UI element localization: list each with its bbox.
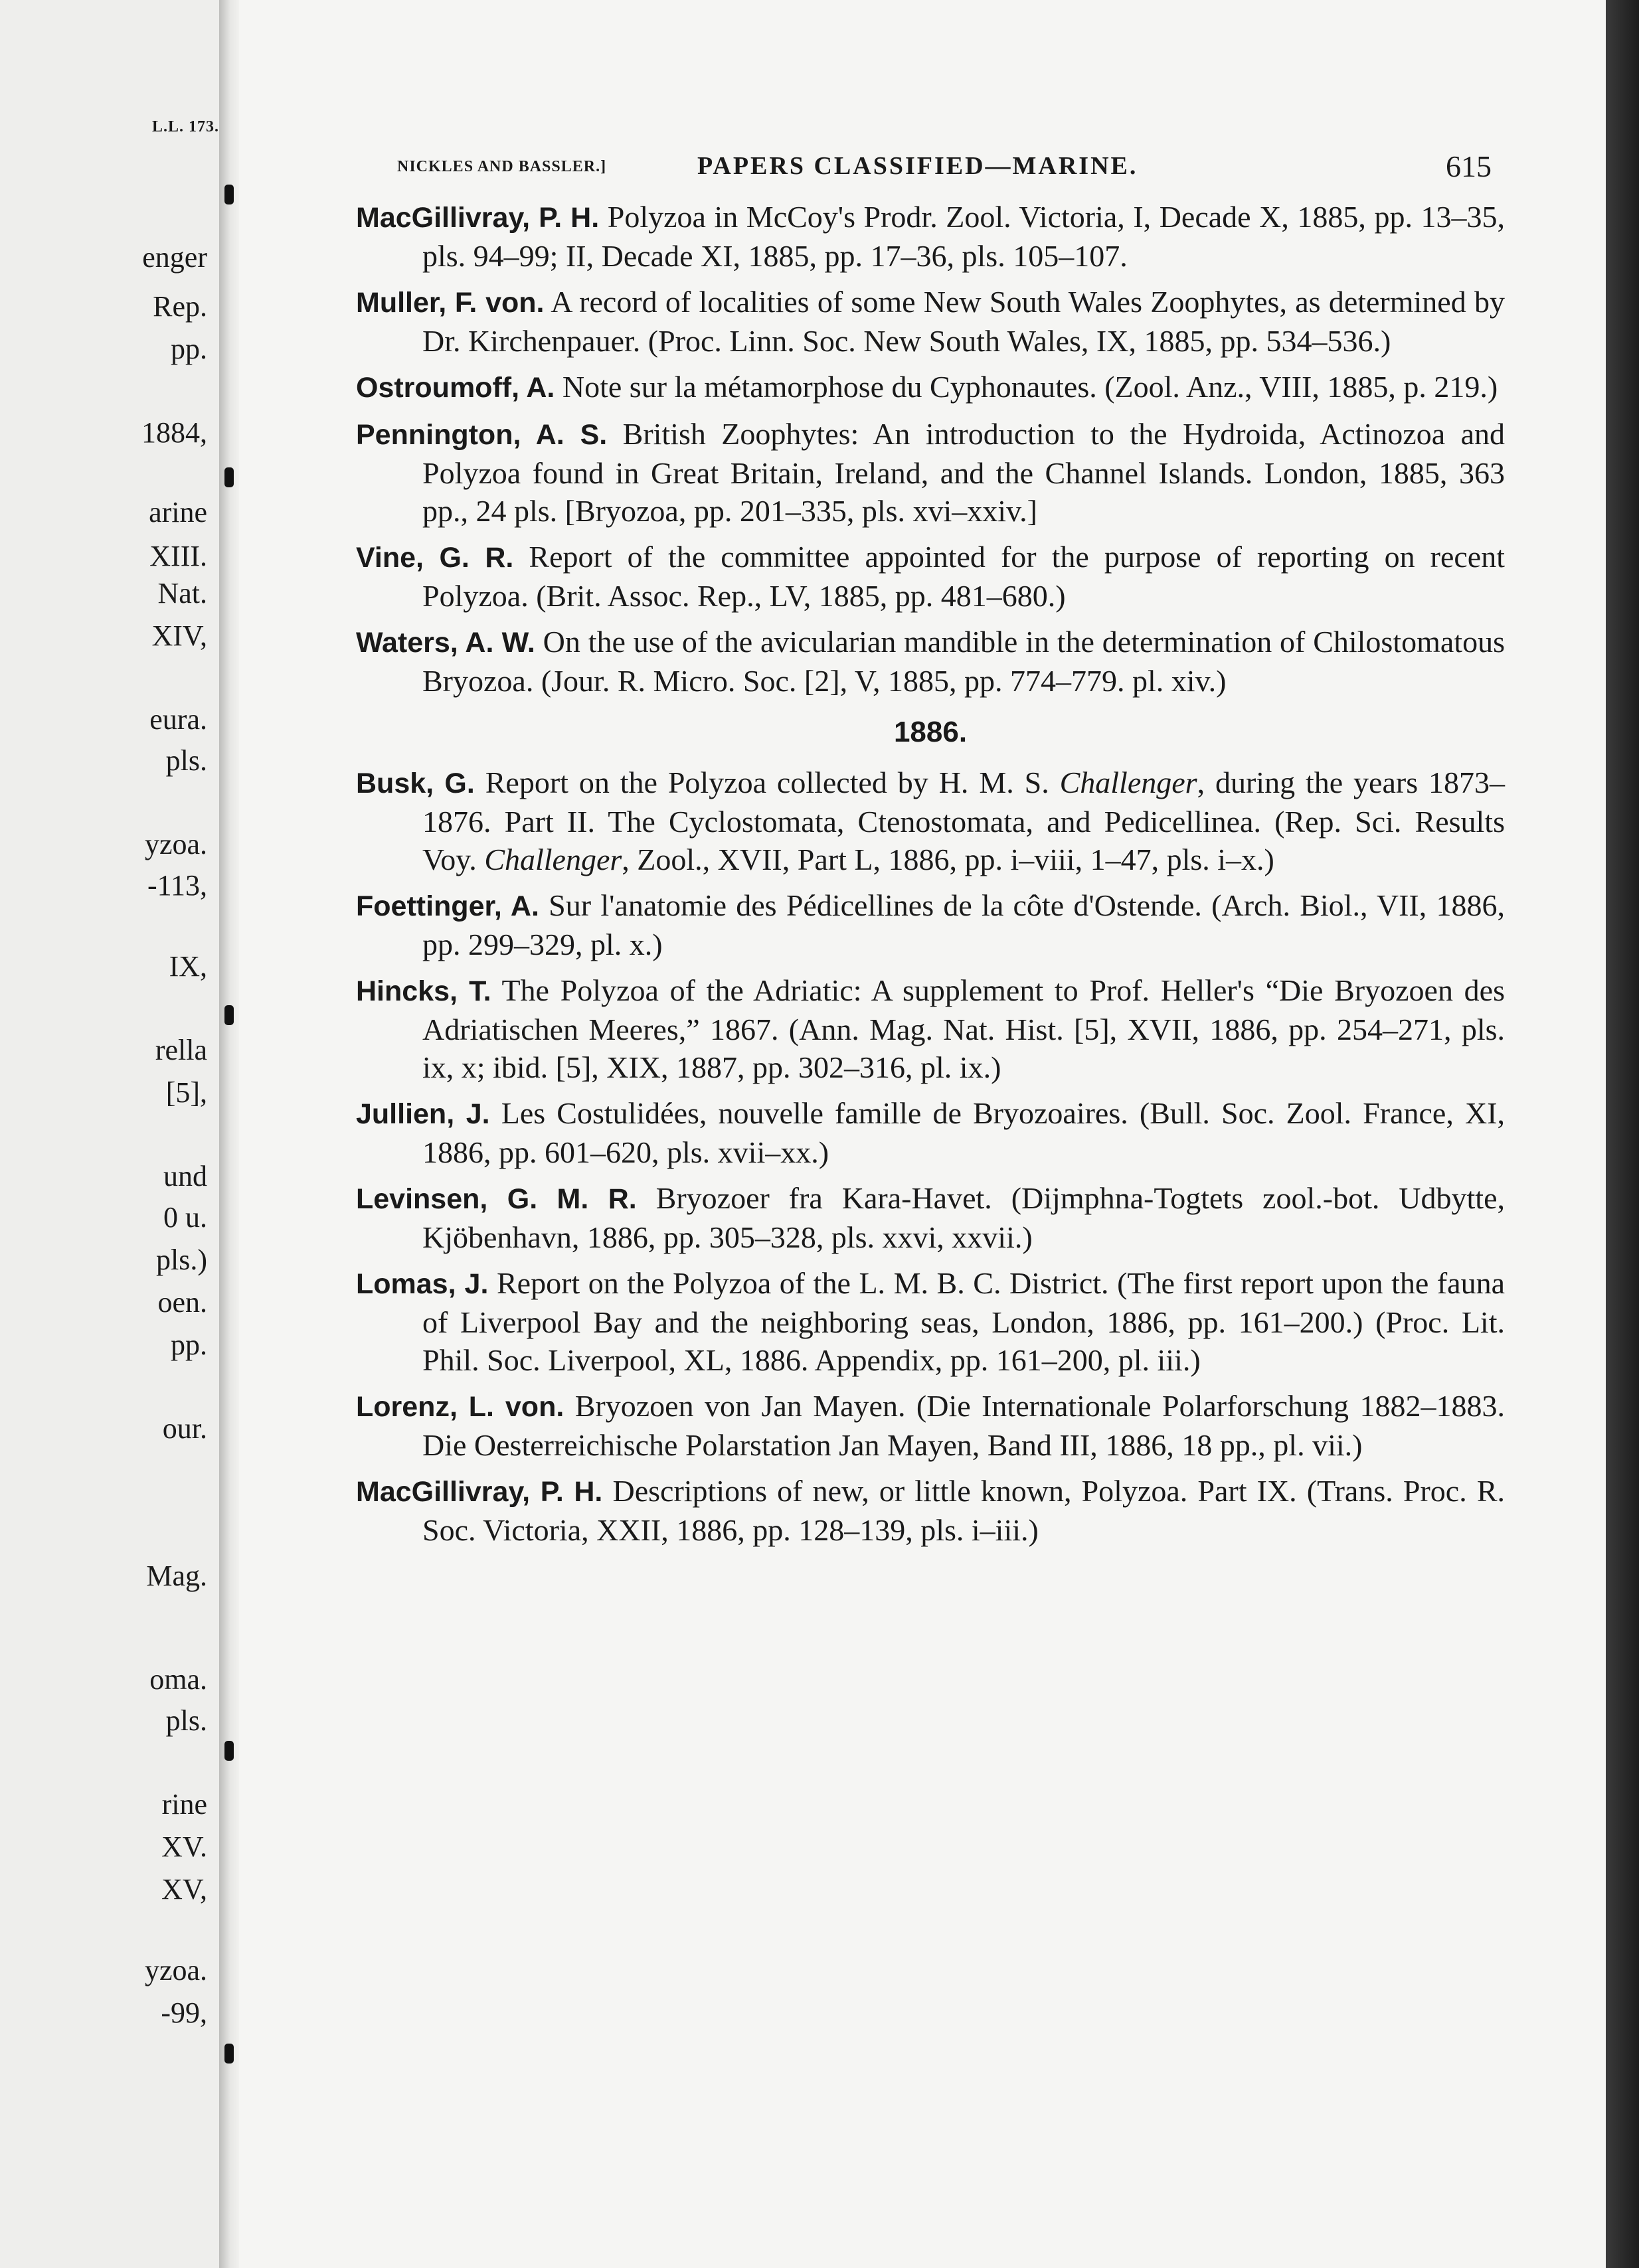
facing-page-text: XV, [161,1873,207,1905]
binding-stitch [224,1741,234,1761]
entry-text: Les Costulidées, nouvelle famille de Bryozoaires. (Bull. Soc. Zool. France, XI, 1886, pp. 601–620, pls. xvii–xx.) [422,1096,1505,1169]
entry-author: Vine, G. R. [356,542,514,574]
facing-page-text: arine [149,496,207,528]
facing-page-text: Mag. [146,1560,207,1592]
bibliography-entry [356,538,1505,615]
facing-page-text: 0 u. [163,1201,207,1234]
bibliography-entry [356,368,1505,407]
entry-author: Levinsen, G. M. R. [356,1183,637,1215]
entry-author: Lomas, J. [356,1268,489,1300]
entry-text: Bryozoen von Jan Mayen. (Die Internationale Polarforschung 1882–1883. Die Oesterreichische Polarstation Jan Mayen, Band III, 1886, 18 pp., pl. vii.) [422,1389,1505,1462]
facing-page-text: Rep. [153,290,207,323]
year-heading: 1886. [893,716,968,748]
entry-italic-text: Challenger [484,843,622,876]
entry-text: Descriptions of new, or little known, Polyzoa. Part IX. (Trans. Proc. R. Soc. Victoria, XXII, 1886, pp. 128–139, pls. i–iii.) [422,1474,1505,1547]
facing-page-text: rine [161,1788,207,1821]
facing-page-text: Nat. [157,577,207,609]
bibliography-entry [356,415,1505,530]
entry-author: MacGillivray, P. H. [356,1476,603,1508]
entry-text: Report of the committee appointed for the purpose of reporting on recent Polyzoa. (Brit. Assoc. Rep., LV, 1885, pp. 481–680.) [422,540,1506,613]
binding-stitch [224,185,234,204]
facing-page-text: eura. [149,703,207,736]
entry-author: Busk, G. [356,768,475,799]
entry-author: MacGillivray, P. H. [356,202,600,234]
facing-page-text: pls. [165,744,207,777]
entry-italic-text: Challenger [1059,766,1197,799]
facing-page-text: yzoa. [144,828,207,860]
entry-text: Sur l'anatomie des Pédicellines de la côte d'Ostende. (Arch. Biol., VII, 1886, pp. 299–329, pl. x.) [422,888,1505,961]
facing-page-text: enger [142,241,207,274]
entry-author: Muller, F. von. [356,287,545,319]
facing-page-text: XIV, [151,619,207,652]
facing-page-text: yzoa. [144,1954,207,1986]
binding-stitch [224,467,234,487]
facing-page-fragment [0,0,219,2268]
entry-author: Pennington, A. S. [356,419,608,451]
bibliography-entry [356,1094,1505,1171]
facing-page-text: IX, [169,950,207,983]
entry-text: , during the years 1873–1876. Part II. The Cyclostomata, Ctenostomata, and Pedicellinea. (Rep. Sci. Results Voy. [422,766,1506,876]
entry-text: The Polyzoa of the Adriatic: A supplement to Prof. Heller's “Die Bryozoen des Adriatischen Meeres,” 1867. (Ann. Mag. Nat. Hist. [5], XVII, 1886, pp. 254–271, pls. ix, x; ibid. [5], XIX, 1887, pp. 302–316, pl. ix.) [422,973,1505,1084]
entry-author: Waters, A. W. [356,627,535,659]
bibliography-entry [356,764,1505,878]
facing-page-text: XV. [161,1830,207,1863]
facing-page-text: und [163,1160,207,1192]
book-gutter [219,0,239,2268]
header-title: PAPERS CLASSIFIED—MARINE. [697,152,1138,180]
facing-page-text: -99, [161,1996,207,2029]
facing-page-text: [5], [165,1076,207,1109]
facing-page-text: L.L. 173. [151,118,219,135]
bibliography-entry [356,1179,1505,1256]
binding-stitch [224,2044,234,2064]
bibliography-entry [356,623,1505,700]
bibliography-entry [356,971,1505,1086]
entry-author: Foettinger, A. [356,890,539,922]
entry-author: Lorenz, L. von. [356,1391,564,1423]
binding-stitch [224,1005,234,1025]
bibliography-entry [356,886,1505,963]
page-number: 615 [1446,149,1492,183]
facing-page-text: 1884, [141,416,207,449]
facing-page-text: XIII. [149,540,207,572]
entry-text: Report on the Polyzoa collected by H. M. S. [474,766,1060,799]
running-header [397,151,1492,191]
facing-page-text: -113, [147,869,207,902]
entry-text: Note sur la métamorphose du Cyphonautes. (Zool. Anz., VIII, 1885, p. 219.) [555,370,1498,404]
entry-author: Hincks, T. [356,975,491,1007]
entry-text: On the use of the avicularian mandible in the determination of Chilostomatous Bryozoa. (Jour. R. Micro. Soc. [2], V, 1885, pp. 774–779. pl. xiv.) [422,625,1505,698]
bibliography-entry [356,1264,1505,1379]
facing-page-text: pp. [171,333,207,365]
entry-author: Jullien, J. [356,1098,490,1130]
bibliography-list [356,198,1505,1557]
entry-text: A record of localities of some New South Wales Zoophytes, as determined by Dr. Kirchenpauer. (Proc. Linn. Soc. New South Wales, IX, 1885, pp. 534–536.) [422,285,1505,358]
entry-text: Report on the Polyzoa of the L. M. B. C. District. (The first report upon the fauna of Liverpool Bay and the neighboring seas, London, 1886, pp. 161–200.) (Proc. Lit. Phil. Soc. Liverpool, XL, 1886. Appendix, pp. 161–200, pl. iii.) [422,1266,1505,1377]
bibliography-entry [356,283,1505,360]
entry-text: , Zool., XVII, Part L, 1886, pp. i–viii, 1–47, pls. i–x.) [622,843,1274,876]
facing-page-text: pls.) [156,1244,207,1276]
bibliography-entry [356,1472,1505,1549]
book-page [239,0,1607,2268]
entry-text: British Zoophytes: An introduction to the Hydroida, Actinozoa and Polyzoa found in Great Britain, Ireland, and the Channel Islands. London, 1885, 363 pp., 24 pls. [Bryozoa, pp. 201–335, pls. xvi–xxiv.] [422,417,1505,528]
entry-author: Ostroumoff, A. [356,372,555,404]
facing-page-text: oma. [149,1663,207,1696]
entry-text: Polyzoa in McCoy's Prodr. Zool. Victoria, I, Decade X, 1885, pp. 13–35, pls. 94–99; II, Decade XI, 1885, pp. 17–36, pls. 105–107. [422,200,1505,273]
page-edge-shadow [1606,0,1639,2268]
facing-page-text: rella [155,1034,207,1066]
facing-page-text: pls. [165,1704,207,1737]
facing-page-text: pp. [171,1329,207,1361]
facing-page-text: oen. [157,1286,207,1319]
facing-page-text: our. [162,1412,207,1445]
bibliography-entry [356,1387,1505,1464]
header-authors: NICKLES AND BASSLER.] [397,158,607,175]
entry-text: Bryozoer fra Kara-Havet. (Dijmphna-Togtets zool.-bot. Udbytte, Kjöbenhavn, 1886, pp. 305–328, pls. xxvi, xxvii.) [422,1181,1505,1254]
bibliography-entry [356,198,1505,275]
